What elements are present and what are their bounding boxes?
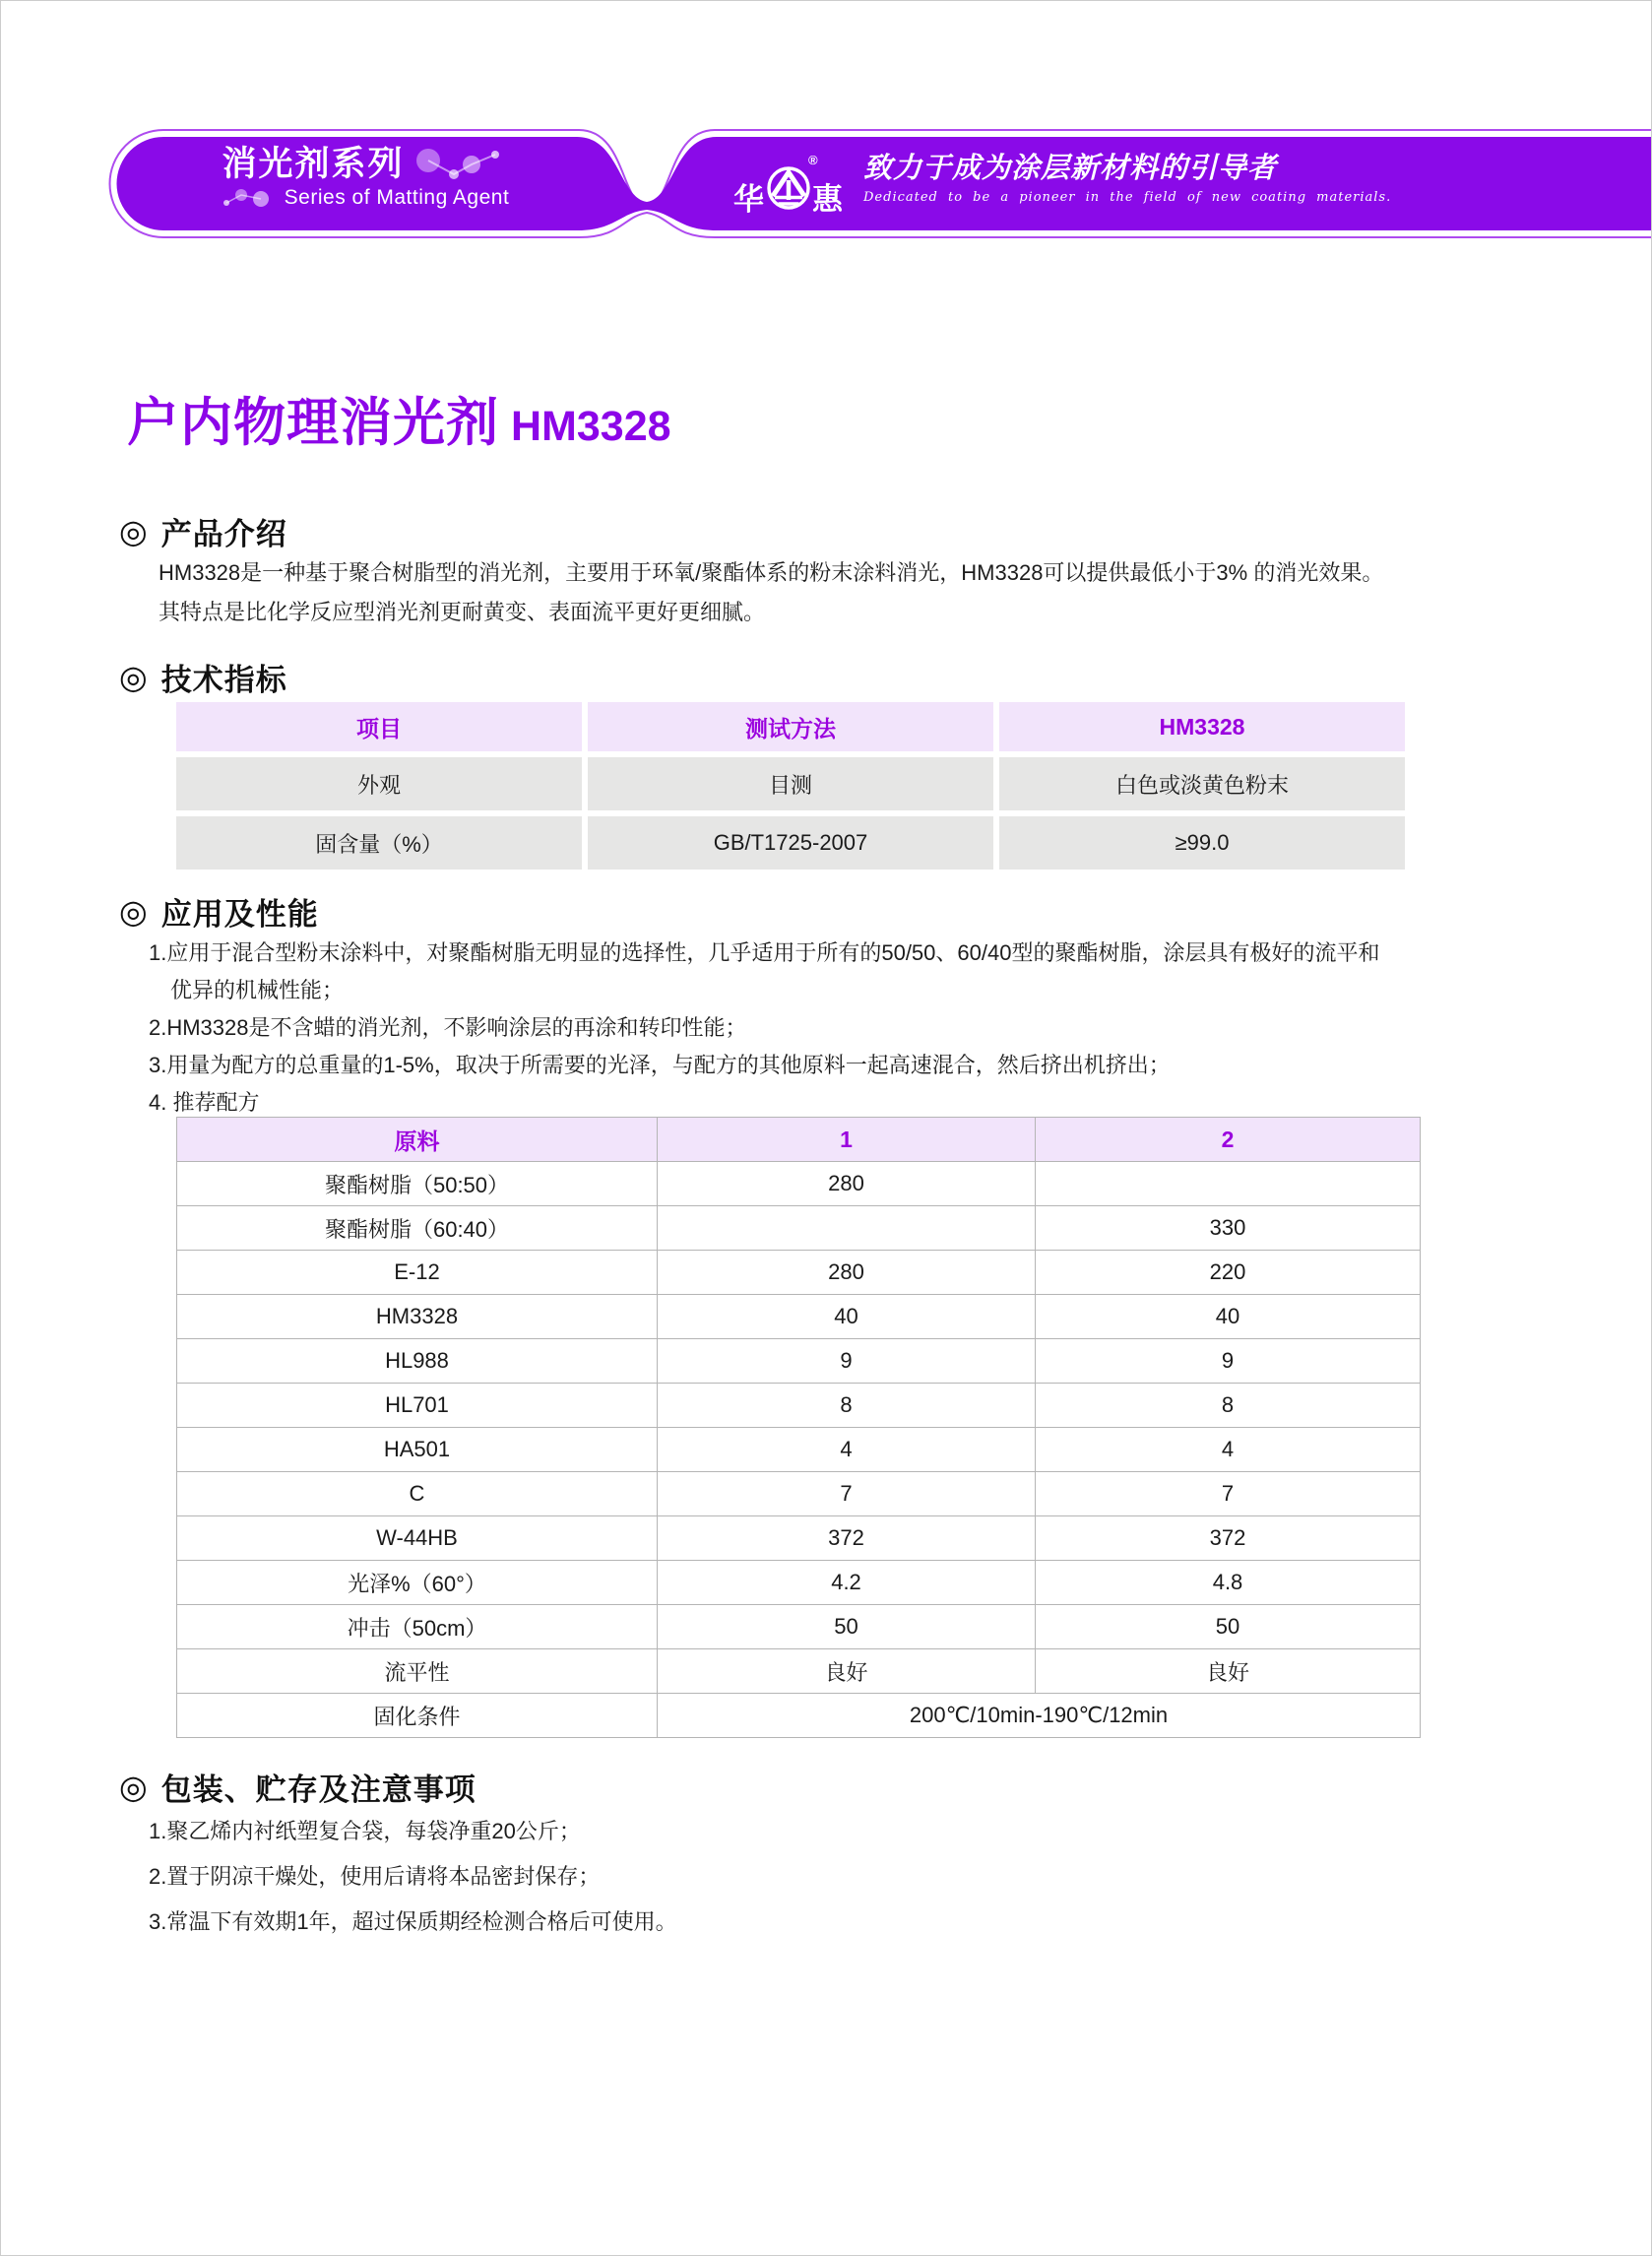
registered-trademark-icon: ® bbox=[808, 153, 818, 167]
recipe-cell: 4.8 bbox=[1036, 1561, 1421, 1605]
recipe-cell: HA501 bbox=[177, 1428, 658, 1472]
recipe-row bbox=[177, 1516, 1421, 1561]
recipe-header-cell: 原料 bbox=[177, 1118, 658, 1162]
slogan-zh: 致力于成为涂层新材料的引导者 bbox=[863, 151, 1278, 184]
section-bullet-icon: ◎ bbox=[119, 513, 148, 549]
recipe-cell: 聚酯树脂（60:40） bbox=[177, 1206, 658, 1251]
recipe-row bbox=[177, 1251, 1421, 1295]
packaging-list-item: 2.置于阴凉干燥处，使用后请将本品密封保存； bbox=[149, 1864, 601, 1889]
recipe-row bbox=[177, 1561, 1421, 1605]
recipe-cell bbox=[1036, 1162, 1421, 1206]
application-list-item: 4. 推荐配方 bbox=[149, 1090, 260, 1115]
page-title bbox=[127, 381, 671, 456]
recipe-table bbox=[176, 1117, 1421, 1738]
intro-paragraph-line: HM3328是一种基于聚合树脂型的消光剂，主要用于环氧/聚酯体系的粉末涂料消光，HM3328可以提供最低小于3% 的消光效果。 bbox=[159, 560, 1384, 585]
recipe-cell: 372 bbox=[658, 1516, 1036, 1561]
recipe-row bbox=[177, 1295, 1421, 1339]
application-list bbox=[149, 935, 1379, 1122]
recipe-cell: 330 bbox=[1036, 1206, 1421, 1251]
recipe-cell: 4.2 bbox=[658, 1561, 1036, 1605]
specs-cell: 白色或淡黄色粉末 bbox=[999, 757, 1405, 810]
logo-char-left: 华 bbox=[733, 182, 764, 217]
recipe-row bbox=[177, 1649, 1421, 1694]
recipe-cell: 40 bbox=[658, 1295, 1036, 1339]
section-title: 应用及性能 bbox=[160, 897, 319, 932]
recipe-cell: 40 bbox=[1036, 1295, 1421, 1339]
tech-specs-table bbox=[176, 702, 1405, 870]
packaging-list bbox=[149, 1809, 677, 1945]
recipe-cell: 流平性 bbox=[177, 1649, 658, 1694]
application-list-item: 3.用量为配方的总重量的1-5%，取决于所需要的光泽，与配方的其他原料一起高速混合，然后挤出机挤出； bbox=[149, 1053, 1171, 1077]
recipe-row bbox=[177, 1384, 1421, 1428]
recipe-table-wrap bbox=[176, 1117, 1420, 1738]
recipe-cell: 220 bbox=[1036, 1251, 1421, 1295]
recipe-cell: 7 bbox=[658, 1472, 1036, 1516]
recipe-cell: C bbox=[177, 1472, 658, 1516]
recipe-cell: 良好 bbox=[1036, 1649, 1421, 1694]
recipe-cell-merged: 200℃/10min-190℃/12min bbox=[658, 1694, 1421, 1738]
specs-header-cell: 项目 bbox=[176, 702, 582, 751]
recipe-cell: E-12 bbox=[177, 1251, 658, 1295]
recipe-cell: 光泽%（60°） bbox=[177, 1561, 658, 1605]
recipe-cell: 固化条件 bbox=[177, 1694, 658, 1738]
intro-paragraph-line: 其特点是比化学反应型消光剂更耐黄变、表面流平更好更细腻。 bbox=[159, 600, 766, 624]
section-heading-application bbox=[119, 889, 319, 934]
specs-cell: GB/T1725-2007 bbox=[588, 816, 993, 870]
recipe-header-cell: 2 bbox=[1036, 1118, 1421, 1162]
logo-emblem-icon bbox=[765, 164, 812, 212]
recipe-cell: 50 bbox=[658, 1605, 1036, 1649]
section-title: 包装、贮存及注意事项 bbox=[160, 1773, 477, 1807]
series-title-en: Series of Matting Agent bbox=[284, 186, 510, 209]
recipe-cell: 280 bbox=[658, 1162, 1036, 1206]
recipe-cell: 良好 bbox=[658, 1649, 1036, 1694]
recipe-cell: 冲击（50cm） bbox=[177, 1605, 658, 1649]
logo-char-right: 惠 bbox=[812, 182, 843, 217]
recipe-cell: 372 bbox=[1036, 1516, 1421, 1561]
molecule-decoration-icon bbox=[414, 145, 509, 184]
section-heading-packaging bbox=[119, 1765, 477, 1809]
recipe-row bbox=[177, 1605, 1421, 1649]
specs-cell: 外观 bbox=[176, 757, 582, 810]
recipe-cell: 9 bbox=[658, 1339, 1036, 1384]
recipe-cell: 8 bbox=[658, 1384, 1036, 1428]
recipe-cell: 4 bbox=[1036, 1428, 1421, 1472]
specs-header-cell: HM3328 bbox=[999, 702, 1405, 751]
section-bullet-icon: ◎ bbox=[119, 659, 148, 695]
section-heading-specs bbox=[119, 655, 287, 699]
application-list-item: 优异的机械性能； bbox=[149, 978, 345, 1002]
series-title-zh: 消光剂系列 bbox=[222, 145, 405, 183]
application-list-item: 1.应用于混合型粉末涂料中，对聚酯树脂无明显的选择性，几乎适用于所有的50/50、60/40型的聚酯树脂，涂层具有极好的流平和 bbox=[149, 940, 1380, 965]
recipe-cell: 4 bbox=[658, 1428, 1036, 1472]
recipe-row bbox=[177, 1472, 1421, 1516]
series-title-block bbox=[139, 145, 592, 210]
packaging-list-item: 3.常温下有效期1年，超过保质期经检测合格后可使用。 bbox=[149, 1909, 677, 1934]
page-title-zh: 户内物理消光剂 bbox=[127, 394, 499, 452]
section-bullet-icon: ◎ bbox=[119, 893, 148, 930]
recipe-cell: HL701 bbox=[177, 1384, 658, 1428]
section-title: 产品介绍 bbox=[160, 517, 287, 551]
recipe-row bbox=[177, 1428, 1421, 1472]
specs-cell: 目测 bbox=[588, 757, 993, 810]
recipe-row-cure bbox=[177, 1694, 1421, 1738]
application-list-item: 2.HM3328是不含蜡的消光剂，不影响涂层的再涂和转印性能； bbox=[149, 1015, 747, 1040]
specs-cell: 固含量（%） bbox=[176, 816, 582, 870]
recipe-cell: 50 bbox=[1036, 1605, 1421, 1649]
recipe-cell: 7 bbox=[1036, 1472, 1421, 1516]
recipe-cell: 280 bbox=[658, 1251, 1036, 1295]
packaging-list-item: 1.聚乙烯内衬纸塑复合袋，每袋净重20公斤； bbox=[149, 1819, 581, 1843]
recipe-cell bbox=[658, 1206, 1036, 1251]
specs-cell: ≥99.0 bbox=[999, 816, 1405, 870]
recipe-cell: 8 bbox=[1036, 1384, 1421, 1428]
section-bullet-icon: ◎ bbox=[119, 1769, 148, 1805]
recipe-header-cell: 1 bbox=[658, 1118, 1036, 1162]
recipe-cell: 聚酯树脂（50:50） bbox=[177, 1162, 658, 1206]
recipe-cell: HL988 bbox=[177, 1339, 658, 1384]
recipe-row bbox=[177, 1162, 1421, 1206]
recipe-row bbox=[177, 1339, 1421, 1384]
slogan-block bbox=[863, 149, 1391, 205]
recipe-row bbox=[177, 1206, 1421, 1251]
page-title-code: HM3328 bbox=[511, 403, 671, 450]
recipe-cell: W-44HB bbox=[177, 1516, 658, 1561]
section-heading-intro bbox=[119, 509, 287, 553]
recipe-cell: 9 bbox=[1036, 1339, 1421, 1384]
recipe-cell: HM3328 bbox=[177, 1295, 658, 1339]
molecule-decoration-icon bbox=[222, 187, 277, 209]
specs-header-cell: 测试方法 bbox=[588, 702, 993, 751]
slogan-en: Dedicated to be a pioneer in the field of new coating materials. bbox=[863, 190, 1392, 205]
section-title: 技术指标 bbox=[160, 663, 287, 697]
